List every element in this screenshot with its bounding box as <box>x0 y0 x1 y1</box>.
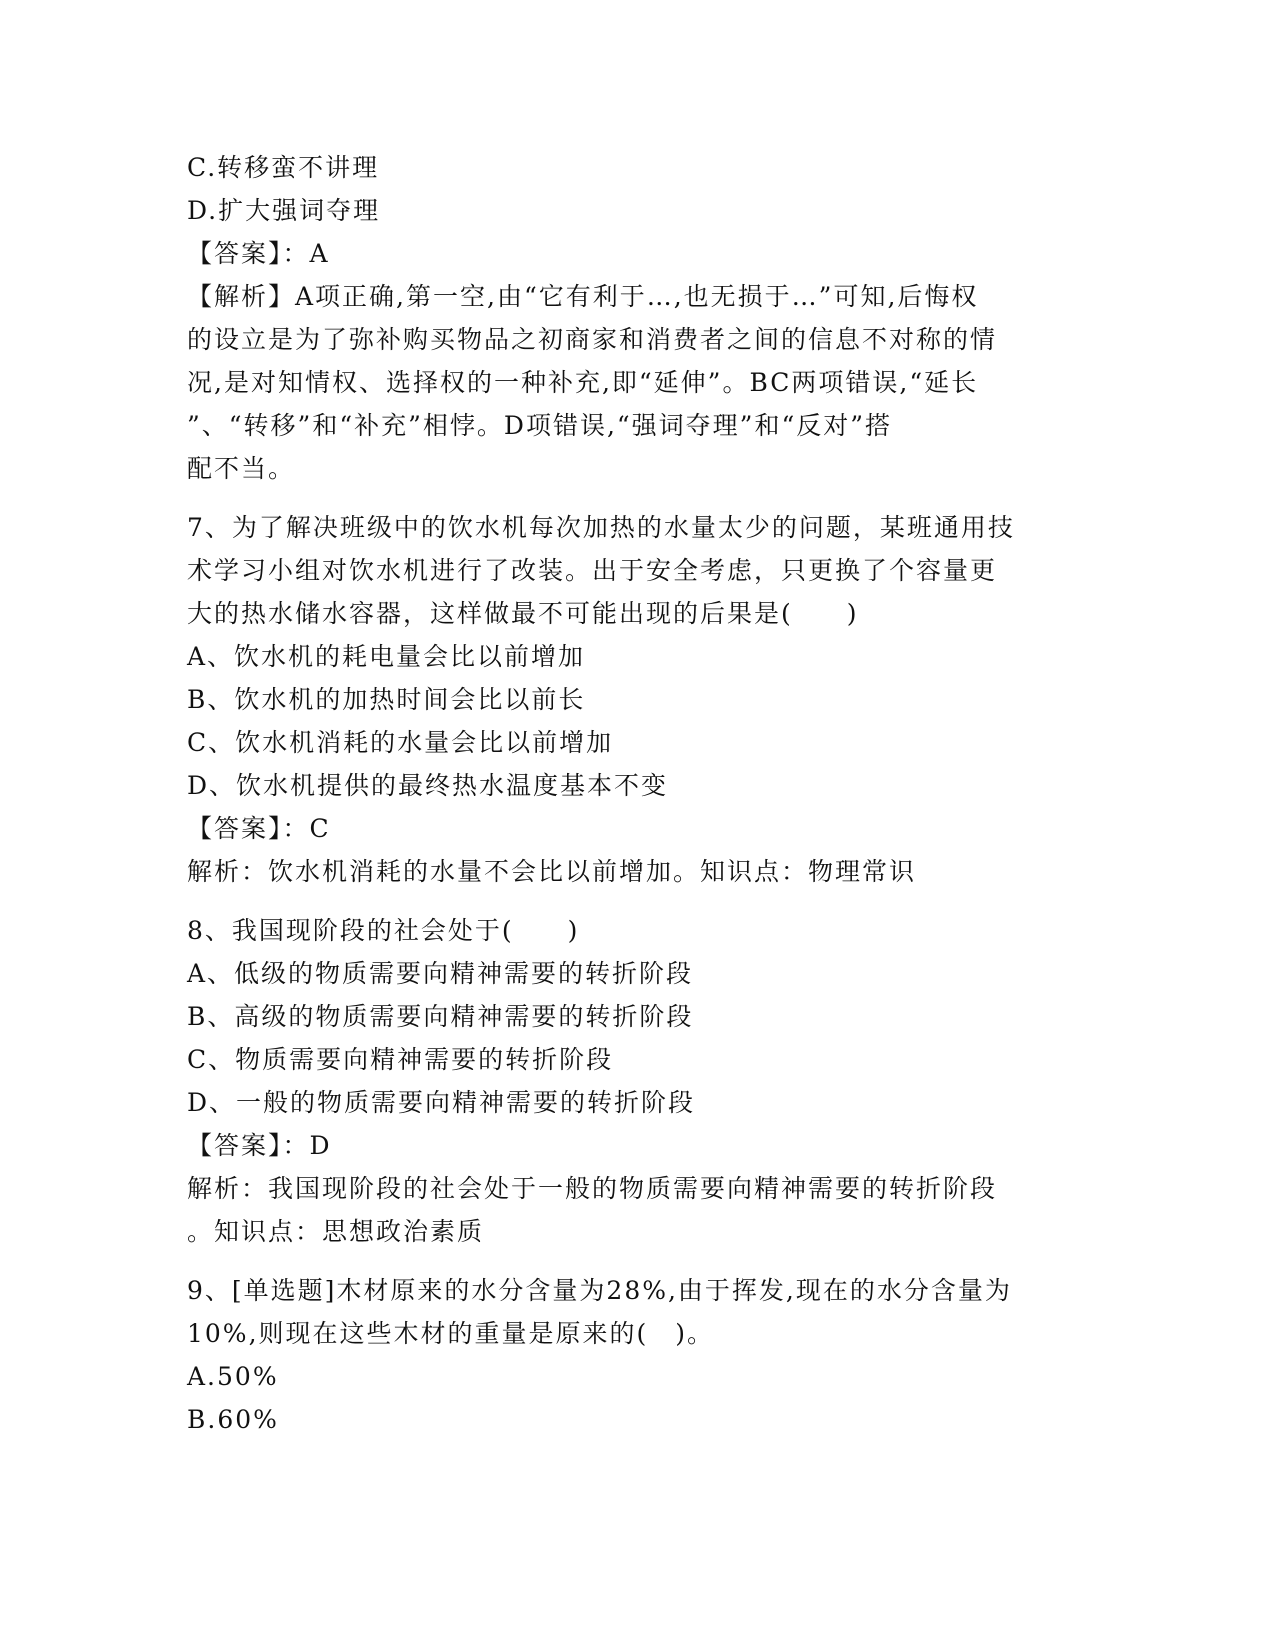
explanation-line: 解析：饮水机消耗的水量不会比以前增加。知识点：物理常识 <box>187 857 917 886</box>
question-stem: 术学习小组对饮水机进行了改装。出于安全考虑，只更换了个容量更 <box>187 556 998 585</box>
question-9 <box>187 1269 1087 1441</box>
paragraph-gap <box>187 893 1087 909</box>
option-a: A、低级的物质需要向精神需要的转折阶段 <box>187 959 694 988</box>
question-8 <box>187 909 1087 1253</box>
answer-line: 【答案】：C <box>187 814 331 843</box>
answer-line: 【答案】：A <box>187 239 330 268</box>
explanation-line: 【解析】A项正确,第一空,由“它有利于…,也无损于…”可知,后悔权 <box>187 282 979 311</box>
option-a: A.50% <box>187 1362 279 1391</box>
question-stem: 10%,则现在这些木材的重量是原来的( )。 <box>187 1319 715 1348</box>
question-6-tail <box>187 146 1087 490</box>
answer-line: 【答案】：D <box>187 1131 332 1160</box>
explanation-line: 配不当。 <box>187 454 296 483</box>
option-a: A、饮水机的耗电量会比以前增加 <box>187 642 586 671</box>
option-b: B、饮水机的加热时间会比以前长 <box>187 685 586 714</box>
paragraph-gap <box>187 1253 1087 1269</box>
option-c: C、饮水机消耗的水量会比以前增加 <box>187 728 614 757</box>
question-stem: 9、[单选题]木材原来的水分含量为28%,由于挥发,现在的水分含量为 <box>187 1276 1012 1305</box>
question-7 <box>187 506 1087 893</box>
paragraph-gap <box>187 490 1087 506</box>
document-content <box>187 146 1087 1441</box>
explanation-line: ”、“转移”和“补充”相悖。D项错误,“强词夺理”和“反对”搭 <box>187 411 893 440</box>
explanation-line: 解析：我国现阶段的社会处于一般的物质需要向精神需要的转折阶段 <box>187 1174 998 1203</box>
explanation-line: 的设立是为了弥补购买物品之初商家和消费者之间的信息不对称的情 <box>187 325 998 354</box>
question-stem: 8、我国现阶段的社会处于( ) <box>187 916 580 945</box>
explanation-line: 。知识点：思想政治素质 <box>187 1217 485 1246</box>
option-b: B.60% <box>187 1405 279 1434</box>
option-d: D、一般的物质需要向精神需要的转折阶段 <box>187 1088 696 1117</box>
option-d: D.扩大强词夺理 <box>187 196 381 225</box>
option-c: C、物质需要向精神需要的转折阶段 <box>187 1045 614 1074</box>
option-c: C.转移蛮不讲理 <box>187 153 380 182</box>
question-stem: 大的热水储水容器，这样做最不可能出现的后果是( ) <box>187 599 859 628</box>
option-d: D、饮水机提供的最终热水温度基本不变 <box>187 771 669 800</box>
question-stem: 7、为了解决班级中的饮水机每次加热的水量太少的问题，某班通用技 <box>187 513 1015 542</box>
explanation-line: 况,是对知情权、选择权的一种补充,即“延伸”。BC两项错误,“延长 <box>187 368 979 397</box>
option-b: B、高级的物质需要向精神需要的转折阶段 <box>187 1002 694 1031</box>
